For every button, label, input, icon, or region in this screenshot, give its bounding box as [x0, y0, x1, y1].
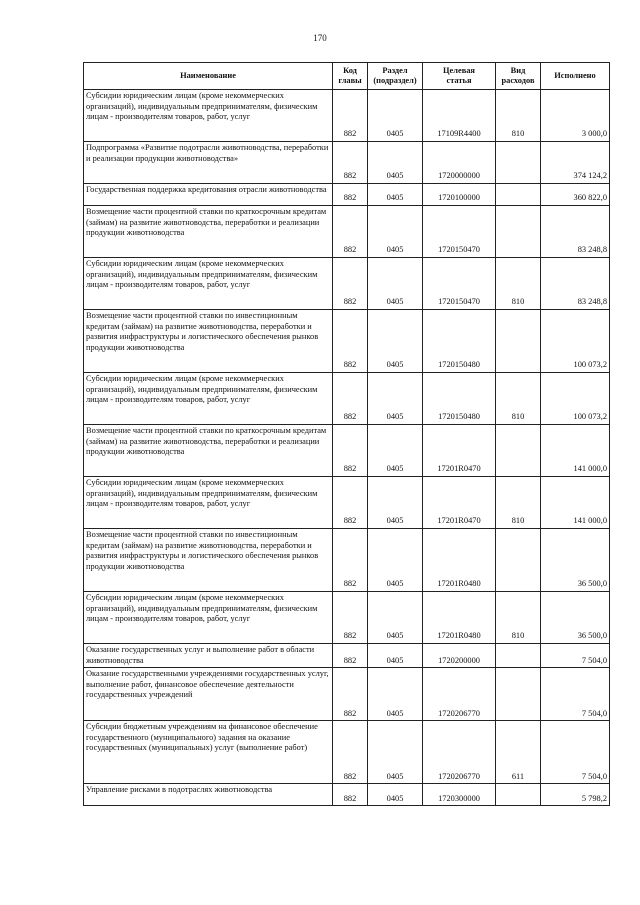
table-row [84, 90, 610, 142]
row-type [496, 206, 541, 258]
row-target: 1720150480 [423, 310, 496, 373]
row-type [496, 529, 541, 592]
row-code: 882 [333, 644, 368, 668]
budget-table [83, 62, 610, 806]
table-row [84, 529, 610, 592]
row-section: 0405 [368, 184, 423, 206]
table-row [84, 373, 610, 425]
table-row [84, 721, 610, 784]
row-target: 17109R4400 [423, 90, 496, 142]
header-code: Код главы [333, 63, 368, 90]
row-type [496, 668, 541, 721]
row-name: Субсидии юридическим лицам (кроме некоммерческих организаций), индивидуальным предпринимателям, физическим лицам - производителям товаров, работ, услуг [84, 592, 333, 644]
header-executed: Исполнено [541, 63, 610, 90]
row-code: 882 [333, 668, 368, 721]
table-row [84, 784, 610, 806]
row-code: 882 [333, 90, 368, 142]
row-type [496, 644, 541, 668]
row-target: 1720150470 [423, 206, 496, 258]
row-code: 882 [333, 477, 368, 529]
row-type [496, 425, 541, 477]
row-type: 611 [496, 721, 541, 784]
row-amount: 374 124,2 [541, 142, 610, 184]
row-target: 17201R0470 [423, 425, 496, 477]
row-target: 17201R0480 [423, 529, 496, 592]
row-amount: 141 000,0 [541, 425, 610, 477]
table-row [84, 184, 610, 206]
header-type: Вид расходов [496, 63, 541, 90]
row-section: 0405 [368, 425, 423, 477]
table-row [84, 142, 610, 184]
row-code: 882 [333, 142, 368, 184]
row-section: 0405 [368, 310, 423, 373]
row-target: 1720200000 [423, 644, 496, 668]
row-name: Субсидии юридическим лицам (кроме некоммерческих организаций), индивидуальным предпринимателям, физическим лицам - производителям товаров, работ, услуг [84, 477, 333, 529]
row-type [496, 310, 541, 373]
table-row [84, 310, 610, 373]
table-row [84, 206, 610, 258]
row-amount: 3 000,0 [541, 90, 610, 142]
row-section: 0405 [368, 529, 423, 592]
row-section: 0405 [368, 258, 423, 310]
table-row [84, 477, 610, 529]
row-code: 882 [333, 310, 368, 373]
row-section: 0405 [368, 668, 423, 721]
row-target: 17201R0470 [423, 477, 496, 529]
row-amount: 100 073,2 [541, 310, 610, 373]
row-target: 1720000000 [423, 142, 496, 184]
row-name: Субсидии юридическим лицам (кроме некоммерческих организаций), индивидуальным предпринимателям, физическим лицам - производителям товаров, работ, услуг [84, 258, 333, 310]
row-amount: 36 500,0 [541, 529, 610, 592]
row-type: 810 [496, 258, 541, 310]
row-section: 0405 [368, 592, 423, 644]
row-amount: 36 500,0 [541, 592, 610, 644]
row-section: 0405 [368, 90, 423, 142]
row-type: 810 [496, 592, 541, 644]
row-amount: 7 504,0 [541, 644, 610, 668]
row-amount: 5 798,2 [541, 784, 610, 806]
row-code: 882 [333, 425, 368, 477]
row-name: Субсидии бюджетным учреждениям на финансовое обеспечение государственного (муниципального) задания на оказание государственных (муниципальных) услуг (выполнение работ) [84, 721, 333, 784]
table-row [84, 592, 610, 644]
row-section: 0405 [368, 644, 423, 668]
header-section: Раздел (подраздел) [368, 63, 423, 90]
row-name: Возмещение части процентной ставки по инвестиционным кредитам (займам) на развитие животноводства, переработки и развития инфраструктуры и логистического обеспечения рынков продукции животноводства [84, 310, 333, 373]
table-row [84, 668, 610, 721]
row-section: 0405 [368, 721, 423, 784]
row-amount: 83 248,8 [541, 258, 610, 310]
row-section: 0405 [368, 142, 423, 184]
row-type [496, 184, 541, 206]
row-code: 882 [333, 184, 368, 206]
row-target: 17201R0480 [423, 592, 496, 644]
row-amount: 141 000,0 [541, 477, 610, 529]
table-header-row [84, 63, 610, 90]
row-section: 0405 [368, 206, 423, 258]
row-code: 882 [333, 529, 368, 592]
row-name: Возмещение части процентной ставки по краткосрочным кредитам (займам) на развитие животноводства, переработки и реализации продукции животноводства [84, 425, 333, 477]
row-name: Управление рисками в подотраслях животноводства [84, 784, 333, 806]
row-target: 1720300000 [423, 784, 496, 806]
row-type: 810 [496, 477, 541, 529]
row-type [496, 142, 541, 184]
row-code: 882 [333, 373, 368, 425]
row-name: Возмещение части процентной ставки по краткосрочным кредитам (займам) на развитие животноводства, переработки и реализации продукции животноводства [84, 206, 333, 258]
table-row [84, 258, 610, 310]
row-amount: 7 504,0 [541, 721, 610, 784]
row-code: 882 [333, 206, 368, 258]
row-name: Субсидии юридическим лицам (кроме некоммерческих организаций), индивидуальным предпринимателям, физическим лицам - производителям товаров, работ, услуг [84, 90, 333, 142]
row-code: 882 [333, 784, 368, 806]
row-target: 1720150470 [423, 258, 496, 310]
row-target: 1720100000 [423, 184, 496, 206]
row-type: 810 [496, 373, 541, 425]
row-code: 882 [333, 721, 368, 784]
table-row [84, 425, 610, 477]
row-name: Оказание государственными учреждениями государственных услуг, выполнение работ, финансовое обеспечение деятельности государственных учреждений [84, 668, 333, 721]
row-amount: 7 504,0 [541, 668, 610, 721]
page-number: 170 [313, 33, 327, 43]
table-row [84, 644, 610, 668]
row-section: 0405 [368, 784, 423, 806]
row-section: 0405 [368, 477, 423, 529]
row-name: Возмещение части процентной ставки по инвестиционным кредитам (займам) на развитие животноводства, переработки и развития инфраструктуры и логистического обеспечения рынков продукции животноводства [84, 529, 333, 592]
row-name: Оказание государственных услуг и выполнение работ в области животноводства [84, 644, 333, 668]
row-amount: 83 248,8 [541, 206, 610, 258]
header-name: Наименование [84, 63, 333, 90]
row-type: 810 [496, 90, 541, 142]
row-section: 0405 [368, 373, 423, 425]
row-target: 1720150480 [423, 373, 496, 425]
header-target: Целевая статья [423, 63, 496, 90]
row-name: Субсидии юридическим лицам (кроме некоммерческих организаций), индивидуальным предпринимателям, физическим лицам - производителям товаров, работ, услуг [84, 373, 333, 425]
row-name: Подпрограмма «Развитие подотрасли животноводства, переработки и реализации продукции животноводства» [84, 142, 333, 184]
row-amount: 100 073,2 [541, 373, 610, 425]
row-type [496, 784, 541, 806]
row-amount: 360 822,0 [541, 184, 610, 206]
row-code: 882 [333, 258, 368, 310]
row-name: Государственная поддержка кредитования отрасли животноводства [84, 184, 333, 206]
row-code: 882 [333, 592, 368, 644]
row-target: 1720206770 [423, 668, 496, 721]
row-target: 1720206770 [423, 721, 496, 784]
